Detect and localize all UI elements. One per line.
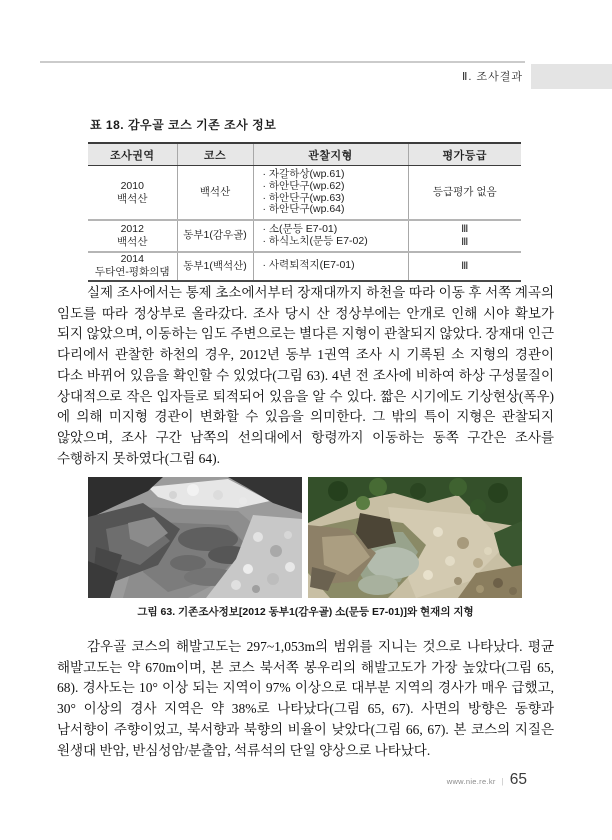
body-paragraph-1: 실제 조사에서는 통제 초소에서부터 장재대까지 하천을 따라 이동 후 서쪽 계곡의 임도를 따라 정상부로 올라갔다. 조사 당시 산 정상부에는 안개로 인해 시야 확보가 되지 않았으며, 이동하는 임도 주변으로는 별다른 지형이 관찰되지 않았다. 장재대 인근 다리에서 관찰한 하천의 경우, 2012년 동부 1권역 조사 시 기록된 소 지형의 경관이 다소 바뀌어 있음을 확인할 수 있었다(그림 63). 4년 전 조사에 비하여 하상 구성물질이 상대적으로 작은 입자들로 퇴적되어 있음을 알 수 있다. 짧은 시기에도 기상현상(폭우)에 의해 미지형 경관이 변화할 수 있음을 의미한다. 그 밖의 특이 지형은 관찰되지 않았으며, 조사 구간 남쪽의 선의대에서 항령까지 이동하는 동쪽 구간은 조사를 수행하지 못하였다(그림 64). [57,285,554,466]
cell-region: 2012 백석산 [88,220,177,252]
col-header-grade: 평가등급 [408,143,521,166]
table-row [88,220,521,252]
cell-course: 동부1(감우골) [177,220,253,252]
footer-site-url: www.nie.re.kr [446,777,496,786]
col-header-region: 조사권역 [88,143,177,166]
table-row [88,252,521,281]
col-header-course: 코스 [177,143,253,166]
body-paragraph-2: 감우골 코스의 해발고도는 297~1,053m의 범위를 지니는 것으로 나타났다. 평균 해발고도는 약 670m이며, 본 코스 북서쪽 봉우리의 해발고도가 가장 높았다(그림 65, 68). 경사도는 10° 이상 되는 지역이 97% 이상으로 대부분 지역의 경사가 매우 급했고, 30° 이상의 경사 지역은 약 38%로 나타났다(그림 65, 67). 사면의 방향은 동향과 남서향이 주향이었고, 북서향과 북향의 비율이 낮았다(그림 66, 67). 본 코스의 지질은 원생대 반암, 반심성암/분출암, 석류석의 단일 양상으로 나타났다. [57,639,554,758]
section-tab-marker [531,64,612,89]
cell-course: 백석산 [177,166,253,221]
figure-caption: 그림 63. 기존조사정보[2012 동부1(감우골) 소(문등 E7-01)]와 현재의 지형 [137,606,474,618]
table-row [88,166,521,221]
col-header-landform: 관찰지형 [253,143,408,166]
table-title: 표 18. 감우골 코스 기존 조사 정보 [90,118,277,132]
page-footer [0,771,527,789]
table-header-row [88,143,521,166]
cell-course: 동부1(백석산) [177,252,253,281]
survey-info-table [88,142,521,282]
cell-region: 2010 백석산 [117,179,148,205]
cell-landforms: · 자갈하상(wp.61) · 하안단구(wp.62) · 하안단구(wp.63) · 하안단구(wp.64) [253,166,408,221]
figure-photo-current-color [308,477,522,598]
cell-landforms: · 소(문등 E7-01) · 하식노치(문등 E7-02) [253,220,408,252]
stream-photo-bw-illustration [88,477,302,598]
section-header: Ⅱ. 조사결과 [461,71,523,83]
cell-landforms: · 사력퇴적지(E7-01) [253,252,408,281]
cell-region: 2014 두타연-평화의댐 [88,252,177,281]
page-number: 65 [509,771,527,788]
stream-photo-color-illustration [308,477,522,598]
cell-grades: Ⅲ Ⅲ [408,220,521,252]
cell-grades: 등급평가 없음 [408,166,521,221]
cell-grades: Ⅲ [408,252,521,281]
figure-photo-2012-grayscale [88,477,302,598]
header-rule [40,61,525,63]
footer-separator: | [501,777,504,786]
